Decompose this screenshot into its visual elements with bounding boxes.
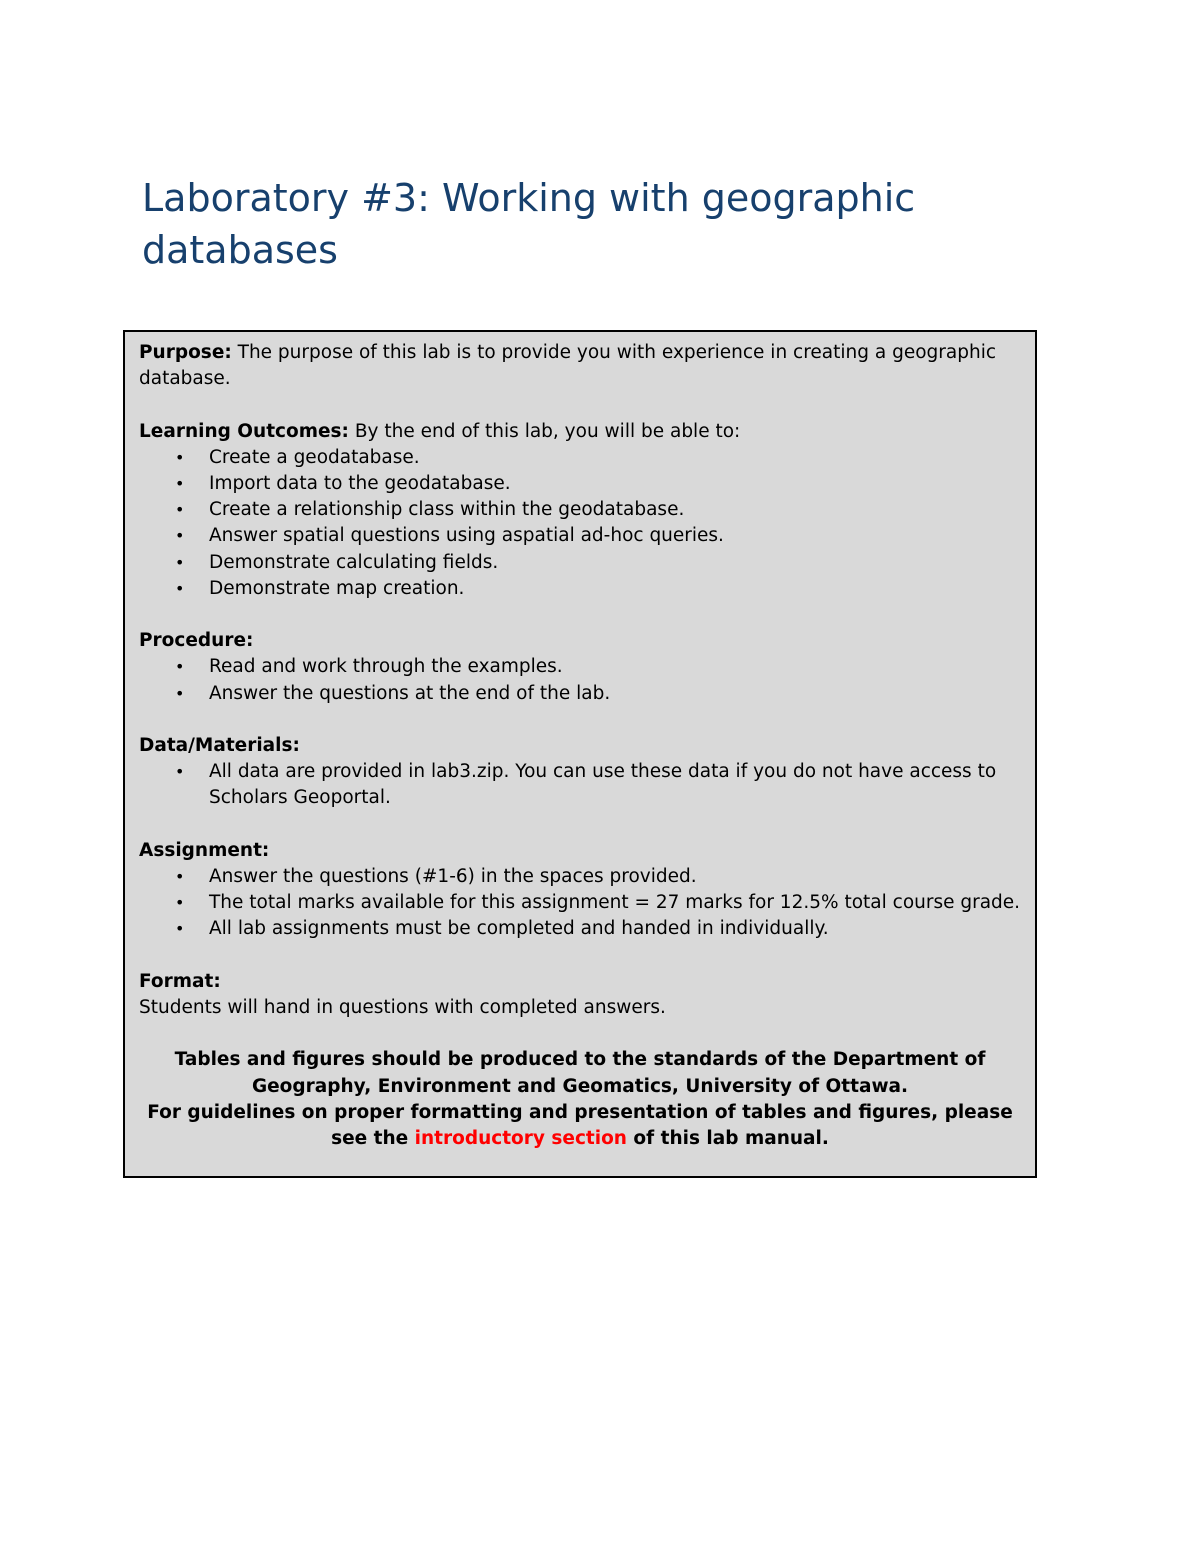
- list-item-text: Answer the questions at the end of the lab.: [209, 682, 611, 704]
- bullet-icon: •: [175, 893, 185, 913]
- list-item: [139, 654, 1021, 680]
- bullet-icon: •: [175, 474, 185, 493]
- format-label: Format:: [139, 970, 221, 992]
- learning-outcomes-intro: By the end of this lab, you will be able to:: [348, 420, 741, 442]
- list-item: [139, 759, 1021, 811]
- bullet-icon: •: [175, 919, 185, 939]
- list-item-text: All data are provided in lab3.zip. You can use these data if you do not have access to Scholars Geoportal.: [209, 761, 997, 809]
- bullet-icon: •: [175, 526, 185, 546]
- bullet-icon: •: [175, 867, 185, 886]
- bullet-icon: •: [175, 552, 185, 572]
- procedure-label: Procedure:: [139, 630, 254, 652]
- purpose-paragraph: [139, 340, 1021, 392]
- list-item: [139, 916, 1021, 942]
- list-item: [139, 681, 1021, 707]
- purpose-label: Purpose:: [139, 342, 232, 363]
- list-item: [139, 471, 1021, 497]
- bullet-icon: •: [175, 683, 185, 703]
- list-item-text: Answer spatial questions using aspatial ad-hoc queries.: [209, 525, 724, 547]
- page-title: Laboratory #3: Working with geographic databases: [142, 176, 916, 272]
- standards-note: Tables and figures should be produced to the standards of the Department of Geography, Environment and Geomatics, University of Ottawa.: [174, 1049, 986, 1097]
- list-item: [139, 576, 1021, 602]
- bullet-icon: •: [175, 447, 185, 467]
- introductory-section-link[interactable]: introductory section: [414, 1128, 627, 1149]
- list-item-text: Create a geodatabase.: [209, 446, 420, 468]
- purpose-text: The purpose of this lab is to provide you with experience in creating a geographic database.: [139, 342, 997, 390]
- list-item-text: The total marks available for this assignment = 27 marks for 12.5% total course grade.: [209, 892, 1021, 914]
- list-item: [139, 864, 1021, 890]
- list-item-text: All lab assignments must be completed and handed in individually.: [209, 918, 829, 940]
- bullet-icon: •: [175, 657, 185, 677]
- assignment-label: Assignment:: [139, 839, 270, 861]
- learning-outcomes-list: [139, 445, 1021, 602]
- format-text: Students will hand in questions with completed answers.: [139, 997, 666, 1018]
- list-item: [139, 523, 1021, 549]
- lab-summary-box: [123, 330, 1037, 1178]
- learning-outcomes-label: Learning Outcomes:: [139, 420, 349, 442]
- list-item-text: Answer the questions (#1-6) in the spaces provided.: [209, 866, 697, 887]
- list-item-text: Create a relationship class within the geodatabase.: [209, 499, 685, 521]
- list-item: [139, 550, 1021, 576]
- procedure-list: [139, 654, 1021, 706]
- learning-outcomes-heading: [139, 419, 1021, 445]
- assignment-list: [139, 864, 1021, 943]
- list-item-text: Demonstrate map creation.: [209, 577, 465, 599]
- list-item: [139, 445, 1021, 471]
- guidelines-note: [139, 1100, 1021, 1152]
- bullet-icon: •: [175, 578, 185, 598]
- list-item: [139, 497, 1021, 523]
- data-materials-label: Data/Materials:: [139, 735, 300, 756]
- guidelines-prefix: For guidelines on proper formatting and presentation of tables and figures, please see the: [147, 1101, 1013, 1149]
- list-item-text: Demonstrate calculating fields.: [209, 551, 499, 573]
- list-item: [139, 890, 1021, 916]
- list-item-text: Read and work through the examples.: [209, 656, 563, 678]
- bullet-icon: •: [175, 500, 185, 520]
- guidelines-suffix: of this lab manual.: [626, 1128, 829, 1149]
- list-item-text: Import data to the geodatabase.: [209, 473, 511, 494]
- bullet-icon: •: [175, 762, 185, 782]
- data-materials-list: [139, 759, 1021, 811]
